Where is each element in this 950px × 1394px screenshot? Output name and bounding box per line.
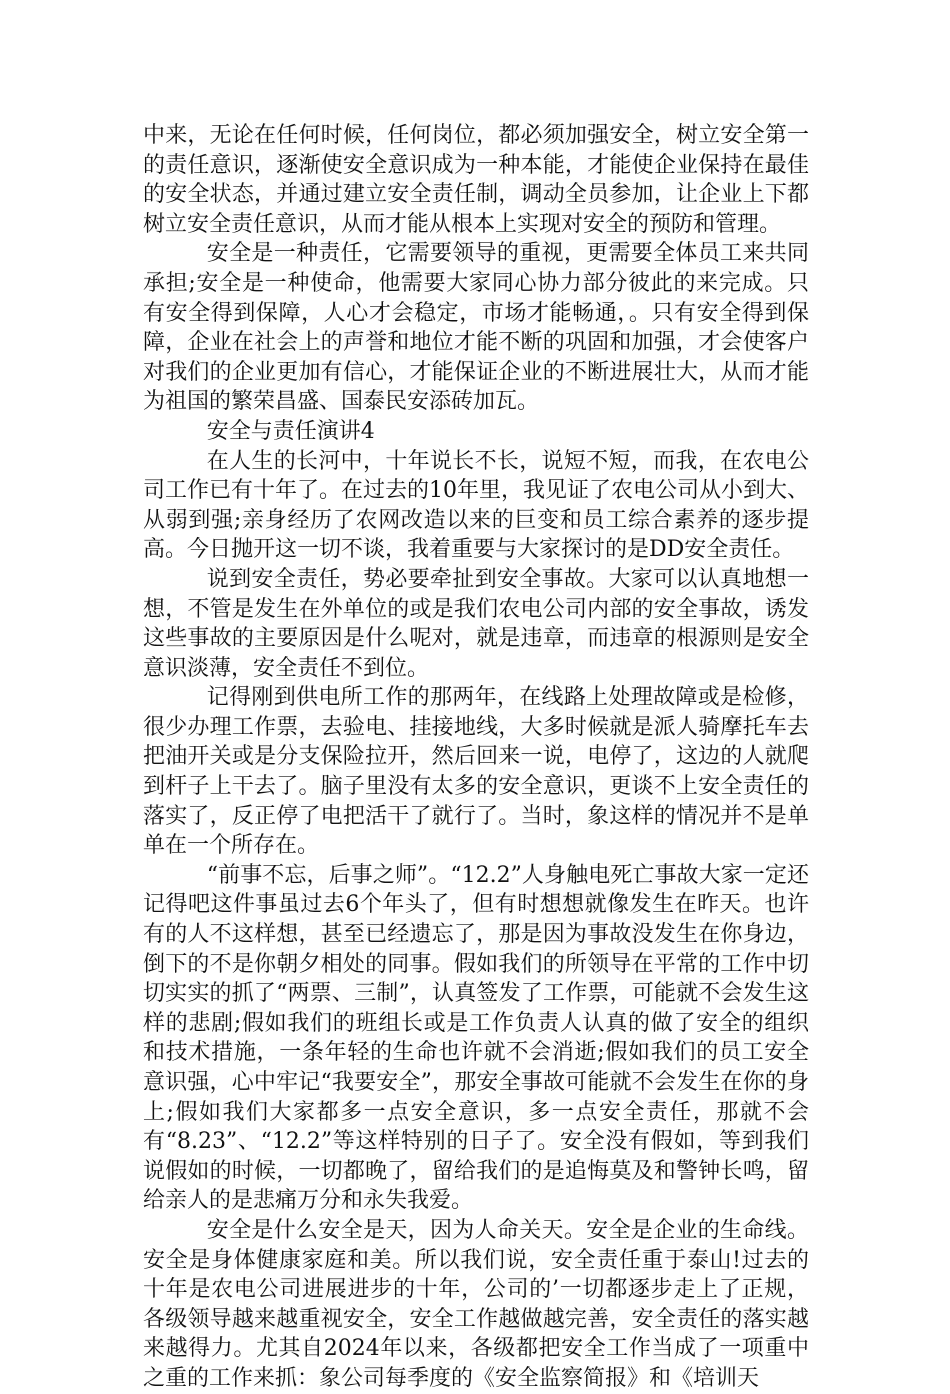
paragraph: 在人生的长河中，十年说长不长，说短不短，而我，在农电公司工作已有十年了。在过去的10年里，我见证了农电公司从小到大、从弱到强;亲身经历了农网改造以来的巨变和员工综合素养的逐步提高。今日抛开这一切不谈，我着重要与大家探讨的是DD安全责任。 [143, 448, 809, 563]
paragraph: 安全是一种责任，它需要领导的重视，更需要全体员工来共同承担;安全是一种使命，他需要大家同心协力部分彼此的来完成。只有安全得到保障，人心才会稳定，市场才能畅通，。只有安全得到保障，企业在社会上的声誉和地位才能不断的巩固和加强，才会使客户对我们的企业更加有信心，才能保证企业的不断进展壮大，从而才能为祖国的繁荣昌盛、国泰民安添砖加瓦。 [143, 241, 809, 415]
paragraph-continuation: 中来，无论在任何时候，任何岗位，都必须加强安全，树立安全第一的责任意识，逐渐使安全意识成为一种本能，才能使企业保持在最佳的安全状态，并通过建立安全责任制，调动全员参加，让企业上下都树立安全责任意识，从而才能从根本上实现对安全的预防和管理。 [143, 123, 809, 237]
paragraph: “前事不忘，后事之师”。“12.2”人身触电死亡事故大家一定还记得吧这件事虽过去6个年头了，但有时想想就像发生在昨天。也许有的人不这样想，甚至已经遗忘了，那是因为事故没发生在你身边，倒下的不是你朝夕相处的同事。假如我们的所领导在平常的工作中切切实实的抓了“两票、三制”，认真签发了工作票，可能就不会发生这样的悲剧;假如我们的班组长或是工作负责人认真的做了安全的组织和技术措施，一条年轻的生命也许就不会消逝;假如我们的员工安全意识强，心中牢记“我要安全”，那安全事故可能就不会发生在你的身上;假如我们大家都多一点安全意识，多一点安全责任，那就不会有“8.23”、“12.2”等这样特别的日子了。安全没有假如，等到我们说假如的时候，一切都晚了，留给我们的是追悔莫及和警钟长鸣，留给亲人的是悲痛万分和永失我爱。 [143, 862, 809, 1214]
document-body [143, 121, 809, 1394]
paragraph: 记得刚到供电所工作的那两年，在线路上处理故障或是检修，很少办理工作票，去验电、挂接地线，大多时候就是派人骑摩托车去把油开关或是分支保险拉开，然后回来一说，电停了，这边的人就爬到杆子上干去了。脑子里没有太多的安全意识，更谈不上安全责任的落实了，反正停了电把活干了就行了。当时，象这样的情况并不是单单在一个所存在。 [143, 685, 809, 859]
section-heading: 安全与责任演讲4 [206, 418, 375, 444]
paragraph: 说到安全责任，势必要牵扯到安全事故。大家可以认真地想一想，不管是发生在外单位的或是我们农电公司内部的安全事故，诱发这些事故的主要原因是什么呢对，就是违章，而违章的根源则是安全意识淡薄，安全责任不到位。 [143, 566, 809, 681]
paragraph: 安全是什么安全是天，因为人命关天。安全是企业的生命线。安全是身体健康家庭和美。所以我们说，安全责任重于泰山!过去的十年是农电公司进展进步的十年，公司的’一切都逐步走上了正规，各级领导越来越重视安全，安全工作越做越完善，安全责任的落实越来越得力。尤其自2024年以来，各级都把安全工作当成了一项重中之重的工作来抓：象公司每季度的《安全监察简报》和《培训天 [143, 1217, 809, 1391]
